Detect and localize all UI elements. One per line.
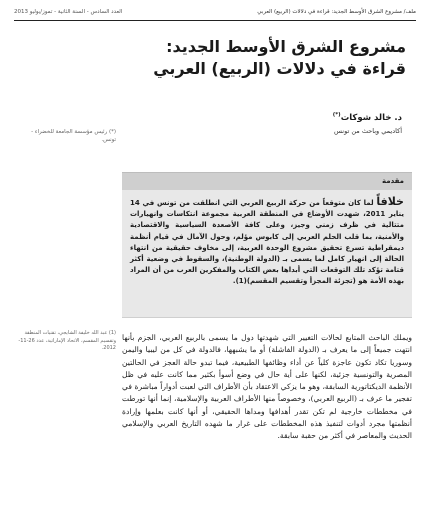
abstract-box [122,190,412,318]
author-text: د. خالد شوكات [340,112,402,123]
article-title [106,36,406,80]
running-head [14,6,416,21]
side-footnote: (1) عبد الله خليفة الشايجي، تقنيات المنطقة وتقسيم المقسم، الاتحاد الإماراتية، عدد 26-11-2012. [18,330,116,351]
intro-heading-bar [122,172,412,191]
abstract-lead-word: خلافاً [376,195,404,208]
title-line-2: قراءة في دلالات (الربيع) العربي [153,59,406,78]
abstract-text [130,196,404,288]
author-name [333,112,402,123]
author-footnote-marker: (*) [332,112,341,118]
title-line-1: مشروع الشرق الأوسط الجديد: [166,37,406,56]
intro-heading: مقدمة [382,177,404,185]
author-side-note: (*) رئيس مؤسسة الجامعة للخضراء - تونس. [31,129,116,143]
author-affiliation: أكاديمي وباحث من تونس [334,127,402,135]
issue-info: العدد السادس - السنة الثانية - تموز/يوليو 2013 [14,9,123,15]
section-title: ملف/ مشروع الشرق الأوسط الجديد: قراءة في دلالات (الربيع) العربي [257,9,416,15]
abstract-body: لما كان متوقعاً من حركة الربيع العربي التي انطلقت من تونس في 14 يناير 2011، شهدت الأوضاع في المنطقة العربية مجموعة انتكاسات وانهيارات متتالية في ظرف زمني وجيز، وعلى كافة الأصعدة السياسية والاقتصادية والأمنية، بما قلب الحلم العربي إلى كابوس مؤلم، وحول الآمال في قيام أنظمة ديمقراطية تسرع تحقيق مشروع الوحدة العربية، إلى مخاوف حقيقية من انتهاء الحالة إلى انهيار كامل لما يسمى بـ (الدولة الوطنية)، والسقوط في وضعية أكثر قتامة تؤكد تلك التوقعات التي أبداها بعض الكتاب والمفكرين العرب من أن المراد بهذه الأمة هو (تجزئة المجزأ وتقسيم المقسم)(1). [130,199,404,286]
body-paragraph: ويملك الباحث المتابع لحالات التغيير التي شهدتها دول ما يسمى بالربيع العربي، الجزم بأنها انتهت جميعاً إلى ما يعرف بـ (الدولة الفاشلة) أو ما يشبهها، فالدولة في كل من ليبيا واليمن وسوريا تكاد تكون عاجزة كلياً عن أداء وظائفها الطبيعية، فيما تبدو حالة العجز في الحالتين المصرية والتونسية جزئية، لكنها على أية حال في وضع أسوأ بكثير مما كانت عليه في ظل الأنظمة الديكتاتورية السابقة، وهو ما يزكي الاعتقاد بأن الأطراف التي لعبت أدواراً مباشرة في تفجير ما عرف بـ (الربيع العربي)، وخصوصاً منها الأطراف العربية والإسلامية، إنما أنها تورطت في مخططات خارجية لم تكن تقدر أهدافها ومداها الحقيقي، أو أنها كانت بعلمها وإرادة أنظمتها مجرد أدوات لتنفيذ هذه المخططات على غرار ما شهده التاريخ العربي والإسلامي الحديث والمعاصر في أكثر من حقبة سابقة. [122,333,412,441]
